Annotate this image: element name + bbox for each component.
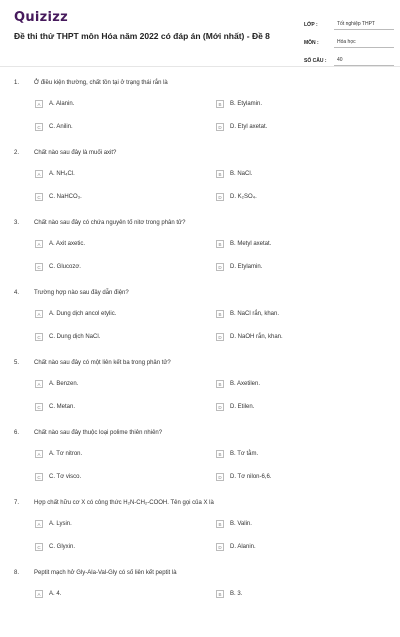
option-letter-box[interactable]: A (35, 590, 43, 598)
answer-option-c[interactable] (35, 192, 82, 202)
answer-option-b[interactable] (216, 379, 260, 389)
option-letter-box[interactable]: D (216, 333, 224, 341)
option-text: B. Valin. (230, 521, 252, 527)
answer-option-a[interactable] (35, 449, 82, 459)
option-letter-box[interactable]: C (35, 403, 43, 411)
question-text: Ở điều kiện thường, chất tồn tại ở trạng thái rắn là (34, 80, 168, 86)
answer-option-a[interactable] (35, 99, 74, 109)
meta-label: MÔN : (304, 40, 319, 46)
option-letter-box[interactable]: D (216, 473, 224, 481)
option-text: A. Dung dịch ancol etylic. (49, 311, 117, 317)
option-letter-box[interactable]: D (216, 543, 224, 551)
option-text: A. Tơ nitron. (49, 451, 83, 457)
option-letter-box[interactable]: B (216, 170, 224, 178)
question-list (0, 77, 400, 637)
option-letter-box[interactable]: C (35, 193, 43, 201)
meta-row-class (304, 12, 394, 30)
option-letter-box[interactable]: A (35, 520, 43, 528)
option-text: D. Etylamin. (230, 264, 263, 270)
option-text: D. NaOH rắn, khan. (230, 334, 283, 340)
option-text: A. Alanin. (49, 101, 75, 107)
option-letter-box[interactable]: B (216, 100, 224, 108)
answer-option-b[interactable] (216, 519, 252, 529)
option-letter-box[interactable]: D (216, 263, 224, 271)
question-number: 1. (14, 80, 20, 86)
quizizz-logo: Quizizz (14, 10, 69, 25)
option-text: B. Tơ tằm. (230, 451, 259, 457)
question-text: Chất nào sau đây có một liên kết ba trong phân tử? (34, 360, 171, 366)
option-letter-box[interactable]: A (35, 380, 43, 388)
option-text: D. Tơ nilon-6,6. (230, 474, 272, 480)
answer-option-b[interactable] (216, 239, 271, 249)
answer-option-b[interactable] (216, 99, 262, 109)
meta-value-field: Tốt nghiệp THPT (334, 21, 394, 30)
header-divider (0, 66, 400, 67)
answer-option-a[interactable] (35, 519, 72, 529)
option-letter-box[interactable]: B (216, 240, 224, 248)
question-item (0, 427, 400, 497)
option-letter-box[interactable]: B (216, 310, 224, 318)
question-item (0, 357, 400, 427)
answer-option-d[interactable] (216, 262, 262, 272)
answer-option-d[interactable] (216, 122, 267, 132)
answer-option-a[interactable] (35, 239, 85, 249)
meta-label: SỐ CÂU : (304, 58, 327, 64)
option-letter-box[interactable]: D (216, 123, 224, 131)
option-text: B. Metyl axetat. (230, 241, 272, 247)
option-text: C. Glucozơ. (49, 264, 81, 270)
option-letter-box[interactable]: A (35, 100, 43, 108)
question-text: Hợp chất hữu cơ X có công thức H₂N-CH₂-COOH. Tên gọi của X là (34, 500, 214, 506)
answer-option-c[interactable] (35, 262, 81, 272)
answer-option-d[interactable] (216, 402, 254, 412)
answer-option-d[interactable] (216, 542, 256, 552)
option-text: D. K₂SO₄. (230, 194, 257, 200)
document-title: Đề thi thử THPT môn Hóa năm 2022 có đáp án (Mới nhất) - Đề 8 (14, 31, 270, 41)
question-item (0, 217, 400, 287)
question-item (0, 567, 400, 637)
option-letter-box[interactable]: C (35, 473, 43, 481)
question-number: 3. (14, 220, 20, 226)
answer-option-d[interactable] (216, 472, 272, 482)
answer-option-a[interactable] (35, 379, 78, 389)
option-letter-box[interactable]: C (35, 333, 43, 341)
option-text: A. Lysin. (49, 521, 72, 527)
option-text: C. Dung dịch NaCl. (49, 334, 101, 340)
question-number: 4. (14, 290, 20, 296)
option-text: C. Metan. (49, 404, 76, 410)
answer-option-a[interactable] (35, 169, 75, 179)
question-number: 6. (14, 430, 20, 436)
question-item (0, 497, 400, 567)
worksheet-meta (304, 12, 394, 66)
answer-option-b[interactable] (216, 449, 258, 459)
meta-row-subject (304, 30, 394, 48)
option-letter-box[interactable]: C (35, 123, 43, 131)
option-letter-box[interactable]: C (35, 263, 43, 271)
answer-option-b[interactable] (216, 589, 242, 599)
option-text: B. NaCl rắn, khan. (230, 311, 280, 317)
option-text: C. NaHCO₃. (49, 194, 82, 200)
meta-value-field: 40 (334, 57, 394, 66)
option-letter-box[interactable]: D (216, 193, 224, 201)
question-item (0, 77, 400, 147)
question-item (0, 147, 400, 217)
option-text: D. Etilen. (230, 404, 255, 410)
option-text: A. NH₄Cl. (49, 171, 75, 177)
answer-option-c[interactable] (35, 472, 81, 482)
option-letter-box[interactable]: B (216, 380, 224, 388)
answer-option-a[interactable] (35, 309, 116, 319)
option-text: B. 3. (230, 591, 243, 597)
option-text: D. Alanin. (230, 544, 256, 550)
question-number: 5. (14, 360, 20, 366)
option-letter-box[interactable]: B (216, 590, 224, 598)
question-number: 7. (14, 500, 20, 506)
answer-option-c[interactable] (35, 122, 73, 132)
answer-option-b[interactable] (216, 169, 252, 179)
answer-option-c[interactable] (35, 402, 75, 412)
option-text: B. Axetilen. (230, 381, 261, 387)
option-text: B. Etylamin. (230, 101, 263, 107)
meta-row-question-count (304, 48, 394, 66)
option-letter-box[interactable]: D (216, 403, 224, 411)
option-text: A. Axit axetic. (49, 241, 86, 247)
question-text: Chất nào sau đây là muối axit? (34, 150, 117, 156)
question-number: 2. (14, 150, 20, 156)
question-number: 8. (14, 570, 20, 576)
question-text: Trường hợp nào sau đây dẫn điện? (34, 290, 129, 296)
option-text: D. Etyl axetat. (230, 124, 268, 130)
option-letter-box[interactable]: A (35, 170, 43, 178)
option-text: A. 4. (49, 591, 62, 597)
option-letter-box[interactable]: B (216, 520, 224, 528)
question-text: Peptit mạch hở Gly-Ala-Val-Gly có số liên kết peptit là (34, 570, 177, 576)
option-text: A. Benzen. (49, 381, 79, 387)
answer-option-c[interactable] (35, 332, 100, 342)
option-letter-box[interactable]: A (35, 240, 43, 248)
answer-option-a[interactable] (35, 589, 61, 599)
option-letter-box[interactable]: B (216, 450, 224, 458)
answer-option-d[interactable] (216, 192, 257, 202)
option-text: C. Anilin. (49, 124, 73, 130)
option-letter-box[interactable]: A (35, 310, 43, 318)
meta-value-field: Hóa học (334, 39, 394, 48)
answer-option-c[interactable] (35, 542, 75, 552)
meta-label: LỚP : (304, 22, 318, 28)
option-letter-box[interactable]: A (35, 450, 43, 458)
question-text: Chất nào sau đây có chứa nguyên tố nitơ trong phân tử? (34, 220, 186, 226)
question-item (0, 287, 400, 357)
option-letter-box[interactable]: C (35, 543, 43, 551)
question-text: Chất nào sau đây thuộc loại polime thiên nhiên? (34, 430, 163, 436)
option-text: B. NaCl. (230, 171, 253, 177)
option-text: C. Glyxin. (49, 544, 76, 550)
option-text: C. Tơ visco. (49, 474, 82, 480)
answer-option-d[interactable] (216, 332, 283, 342)
answer-option-b[interactable] (216, 309, 279, 319)
